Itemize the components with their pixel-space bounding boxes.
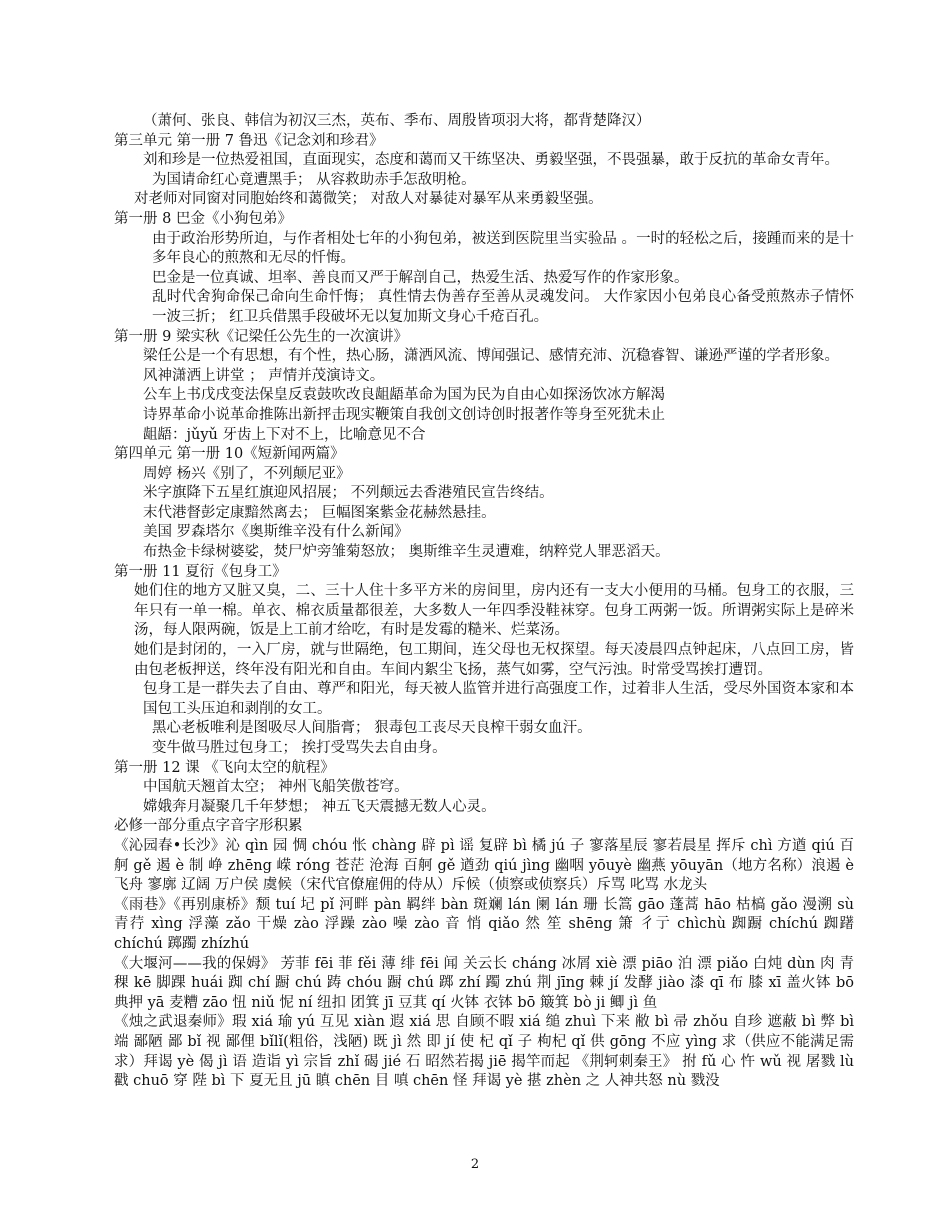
couplet-liu-hezhen-2: 对老师对同窗对同胞始终和蔼微笑； 对敌人对暴徒对暴军从来勇毅坚强。 xyxy=(134,191,603,208)
subheading-farewell-britannia: 周婷 杨兴《别了，不列颠尼亚》 xyxy=(143,465,351,482)
paragraph-baoshengong-summary: 包身工是一群失去了自由、尊严和阳光，每天被人监管并进行高强度工作，过着非人生活，受尽外国资本家和本国包工头压迫和剥削的女工。 xyxy=(143,681,854,717)
heading-lesson-8: 第一册 8 巴金《小狗包弟》 xyxy=(114,210,292,227)
couplet-liu-hezhen-1: 为国请命红心竟遭黑手； 从容救助赤手怎敌明枪。 xyxy=(152,171,476,188)
paragraph-enclosed: 她们是封闭的，一入厂房，就与世隔绝，包工期间，连父母也无权探望。每天凌晨四点钟起床，八点回工房，皆由包老板押送，终年没有阳光和自由。车间内絮尘飞扬，蒸气如雾，空气污浊。时常受骂挨打遭罚。 xyxy=(134,642,854,678)
couplet-space-2: 嫦娥奔月凝聚几千年梦想； 神五飞天震撼无数人心灵。 xyxy=(143,798,496,815)
heading-unit-3-lesson-7: 第三单元 第一册 7 鲁迅《记念刘和珍君》 xyxy=(114,132,384,149)
heading-lesson-9: 第一册 9 梁实秋《记梁任公先生的一次演讲》 xyxy=(114,328,408,345)
subheading-auschwitz: 美国 罗森塔尔《奥斯维辛没有什么新闻》 xyxy=(143,524,409,541)
paragraph-liu-hezhen: 刘和珍是一位热爱祖国，直面现实，态度和蔼而又干练坚决、勇毅坚强，不畏强暴，敢于反抗的革命女青年。 xyxy=(143,152,839,169)
heading-pronunciation: 必修一部分重点字音字形积累 xyxy=(114,818,303,835)
couplet-baoshengong-2: 变牛做马胜过包身工； 挨打受骂失去自由身。 xyxy=(152,740,447,756)
couplet-space-1: 中国航天翘首太空； 神州飞船笑傲苍穹。 xyxy=(143,779,409,796)
heading-lesson-11: 第一册 11 夏衍《包身工》 xyxy=(114,563,287,580)
couplet-ba-jin: 乱时代舍狗命保己命向生命忏悔； 真性情去伪善存至善从灵魂发问。 大作家因小包弟良心备受煎熬赤子情怀一波三折； 红卫兵借黑手段破坏无以复加斯文身心千疮百孔。 xyxy=(152,289,854,325)
paragraph-living-conditions: 她们住的地方又脏又臭，二、三十人住十多平方米的房间里，房内还有一支大小便用的马桶。包身工的衣服，三年只有一单一棉。单衣、棉衣质量都很差，大多数人一年四季没鞋袜穿。包身工两粥一饭。所谓粥实际上是碎米汤，每人限两碗，饭是上工前才给吃，有时是发霉的糙米、烂菜汤。 xyxy=(134,583,854,639)
heading-unit-4-lesson-10: 第四单元 第一册 10《短新闻两篇》 xyxy=(114,446,345,463)
note-juyu: 龃龉：jǔyǔ 牙齿上下对不上，比喻意见不合 xyxy=(143,426,426,443)
paragraph-liang-rengong: 梁任公是一个有思想，有个性，热心肠，潇洒风流、博闻强记、感情充沛、沉稳睿智、谦逊严谨的学者形象。 xyxy=(143,348,839,365)
document-page xyxy=(114,112,854,1092)
couplet-baoshengong-1: 黑心老板唯利是图吸尽人间脂膏； 狠毒包工丧尽天良榨干弱女血汗。 xyxy=(152,720,592,737)
vocab-yuxiang: 《雨巷》《再别康桥》颓 tuí 圮 pǐ 河畔 pàn 羁绊 bàn 斑斓 lán 阑 lán 珊 长篙 gāo 蓬蒿 hāo 枯槁 gǎo 漫溯 sù 青荇 xìng 浮藻 zǎo 干燥 zào 浮躁 zào 噪 zào 音 悄 qiǎo 然 笙 shēng 箫 彳亍 chìchù 踟蹰 chíchú 踟躇 chíchú 踯躅 zhízhú xyxy=(114,896,854,952)
couplet-liang-2: 公车上书戊戌变法保皇反袁鼓吹改良龃龉革命为国为民为自由心如探汤饮冰方解渴 xyxy=(143,387,665,404)
vocab-qinyuanchun: 《沁园春•长沙》沁 qìn 园 惆 chóu 怅 chàng 辟 pì 谣 复辟 bì 橘 jú 子 寥落星辰 寥若晨星 挥斥 chì 方遒 qiú 百舸 gě 遏 è 制 峥 zhēng 嵘 róng 苍茫 沧海 百舸 gě 遒劲 qiú jìng 幽咽 yōuyè 幽燕 yōuyān（地方名称）浪遏 è 飞舟 寥廓 辽阔 万户侯 虞候（宋代官僚雇佣的侍从）斥候（侦察或侦察兵）斥骂 叱骂 水龙头 xyxy=(114,837,854,894)
heading-lesson-12: 第一册 12 课 《飞向太空的航程》 xyxy=(114,759,335,776)
text-line-note-three-heroes: （萧何、张良、韩信为初汉三杰，英布、季布、周殷皆项羽大将，都背楚降汉） xyxy=(143,113,651,129)
couplet-liang-3: 诗界革命小说革命推陈出新抨击现实鞭策自我创文创诗创时报著作等身至死犹未止 xyxy=(143,406,665,423)
paragraph-xiaogou-baodi: 由于政治形势所迫，与作者相处七年的小狗包弟，被送到医院里当实验品 。一时的轻松之后，接踵而来的是十多年良心的煎熬和无尽的忏悔。 xyxy=(152,230,854,267)
page-number: 2 xyxy=(470,1157,480,1172)
couplet-auschwitz: 布热金卡绿树婆娑，焚尸炉旁雏菊怒放； 奥斯维辛生灵遭难，纳粹党人罪恶滔天。 xyxy=(143,544,670,561)
couplet-hongkong-1: 米字旗降下五星红旗迎风招展； 不列颠远去香港殖民宣告终结。 xyxy=(143,485,554,502)
couplet-hongkong-2: 末代港督彭定康黯然离去； 巨幅图案紫金花赫然悬挂。 xyxy=(143,504,496,521)
paragraph-ba-jin-image: 巴金是一位真诚、坦率、善良而又严于解剖自己，热爱生活、热爱写作的作家形象。 xyxy=(152,269,689,286)
vocab-zhuzhiwu: 《烛之武退秦师》瑕 xiá 瑜 yú 互见 xiàn 遐 xiá 思 自顾不暇 xiá 缒 zhuì 下来 敝 bì 帚 zhǒu 自珍 遮蔽 bì 弊 bì 端 鄙陋 鄙 bǐ 视 鄙俚 bǐlǐ(粗俗，浅陋) 既 jì 然 即 jí 使 杞 qǐ 子 枸杞 qǐ 供 gōng 不应 yìng 求（供应不能满足需求）拜谒 yè 偈 jì 语 造诣 yì 宗旨 zhǐ 碣 jié 石 昭然若揭 jiē 揭竿而起 《荆轲刺秦王》 拊 fǔ 心 忤 wǔ 视 屠戮 lù 戳 chuō 穿 陛 bì 下 夏无且 jū 瞋 chēn 目 嗔 chēn 怪 拜谒 yè 揕 zhèn 之 人神共怒 nù 戮没 xyxy=(114,1014,854,1090)
vocab-dayanhe: 《大堰河——我的保姆》 芳菲 fēi 菲 fěi 薄 绯 fēi 闻 关云长 cháng 冰屑 xiè 漂 piāo 泊 漂 piǎo 白炖 dùn 肉 青稞 kē 脚踝 huái 踟 chí 蹰 chú 踌 chóu 蹰 chú 踯 zhí 躅 zhú 荆 jīng 棘 jí 发酵 jiào 漆 qī 布 膝 xī 盖火钵 bō 典押 yā 麦糟 zāo 忸 niǔ 怩 ní 纽扣 团箕 jī 豆萁 qí 火钵 衣钵 bō 簸箕 bò ji 鲫 jì 鱼 xyxy=(114,955,854,1011)
couplet-liang-1: 风神潇洒上讲堂 ； 声情并茂演诗文。 xyxy=(143,367,385,384)
